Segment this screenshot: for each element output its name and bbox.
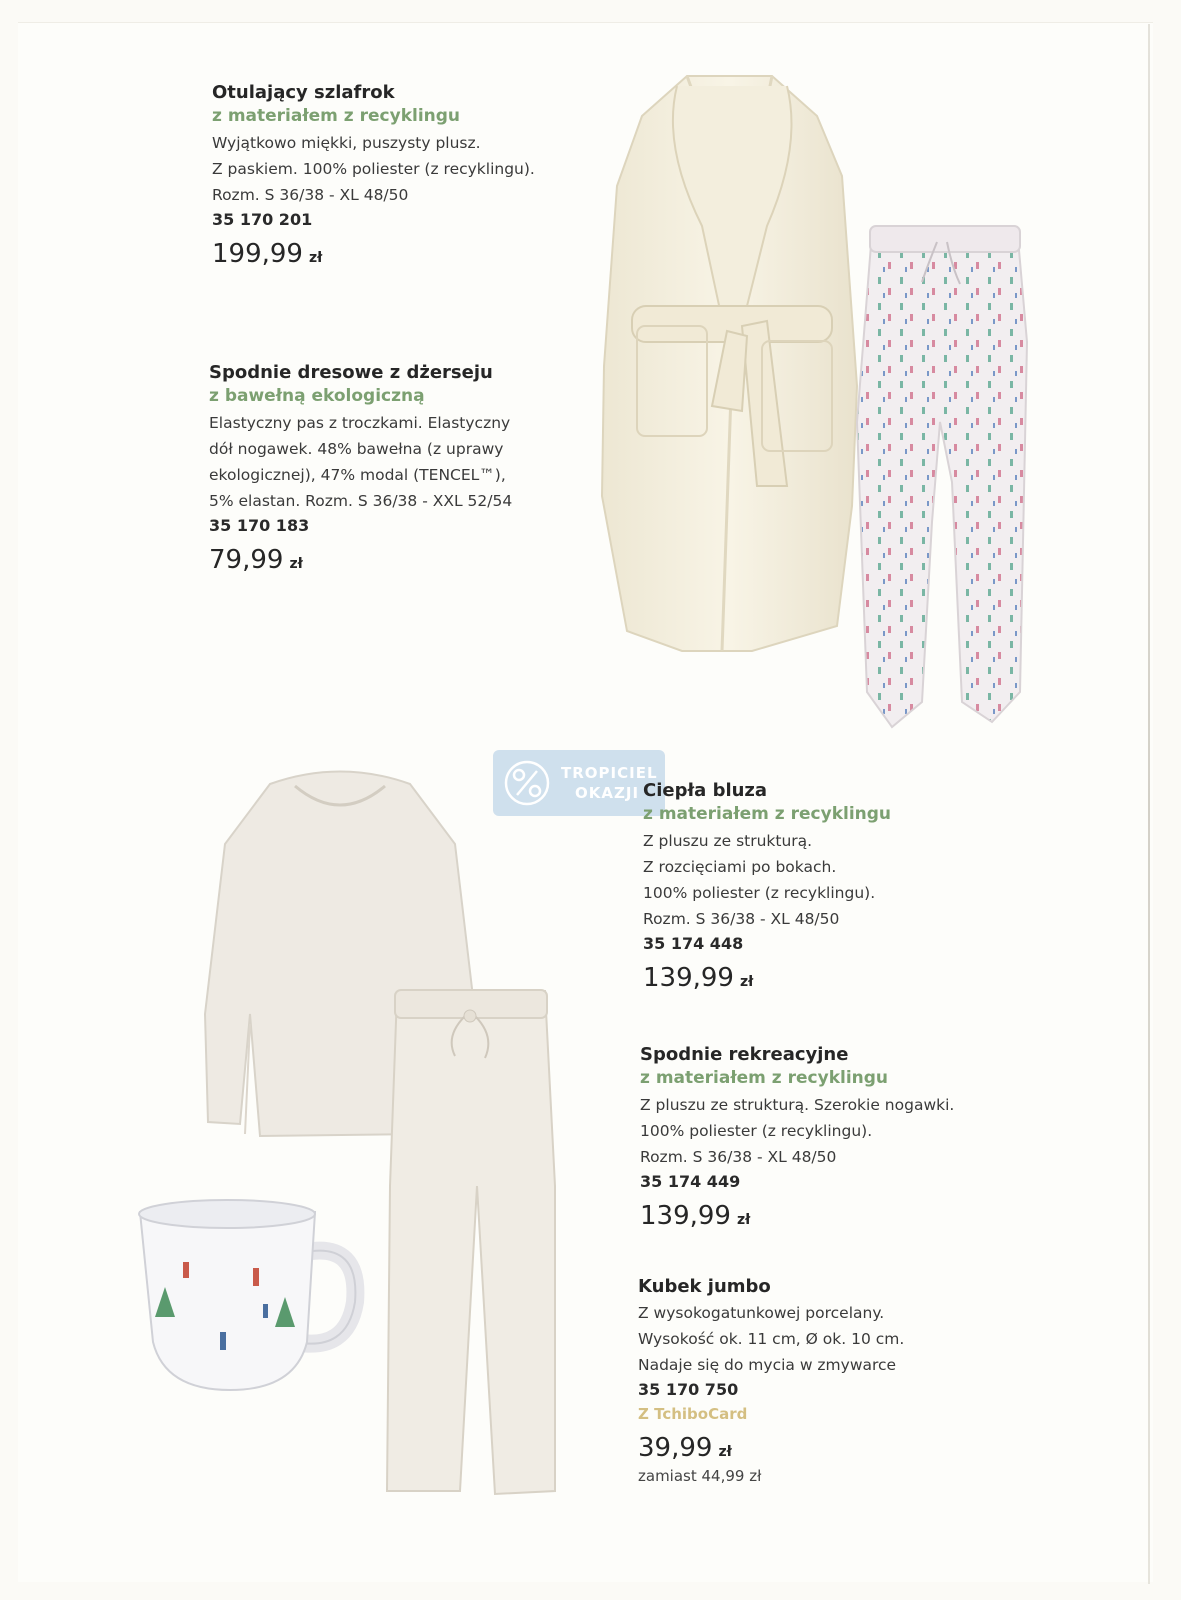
product-price [638, 1433, 904, 1463]
tchibocard-note: Z TchiboCard [638, 1405, 748, 1423]
page-edge-top [18, 22, 1153, 23]
price-currency: zł [289, 556, 303, 572]
product-title: Spodnie rekreacyjne [640, 1044, 849, 1065]
product-code: 35 170 183 [209, 516, 310, 535]
price-value: 79,99 [209, 545, 284, 575]
mug-image [135, 1192, 365, 1392]
product-title: Otulający szlafrok [212, 82, 395, 103]
product-jumbo-mug [638, 1276, 904, 1485]
product-price [212, 239, 535, 269]
previous-price: zamiast 44,99 zł [638, 1467, 762, 1485]
product-desc-line: Wyjątkowo miękki, puszysty plusz. [212, 134, 481, 152]
price-currency: zł [739, 974, 754, 990]
product-title: Spodnie dresowe z dżerseju [209, 362, 493, 383]
watermark-line: TROPICIEL [561, 764, 658, 782]
product-title: Kubek jumbo [638, 1276, 771, 1297]
price-currency: zł [736, 1212, 751, 1228]
product-desc-line: Nadaje się do mycia w zmywarce [638, 1356, 897, 1374]
product-desc-line: 100% poliester (z recyklingu). [643, 884, 876, 902]
product-desc-line: Rozm. S 36/38 - XL 48/50 [643, 910, 840, 928]
product-code: 35 174 449 [640, 1172, 741, 1191]
product-feature: z bawełną ekologiczną [209, 386, 425, 406]
product-desc-line: 5% elastan. Rozm. S 36/38 - XXL 52/54 [209, 492, 513, 510]
product-desc-line: Z pluszu ze strukturą. Szerokie nogawki. [640, 1096, 955, 1114]
product-desc-line: ekologicznej), 47% modal (TENCEL™), [209, 466, 506, 484]
product-desc-line: Z pluszu ze strukturą. [643, 832, 813, 850]
product-lounge-pants [640, 1044, 954, 1231]
watermark-line: OKAZJI [575, 784, 640, 802]
product-price [640, 1201, 954, 1231]
product-warm-sweatshirt [643, 780, 891, 993]
product-desc-line: Elastyczny pas z troczkami. Elastyczny [209, 414, 511, 432]
product-feature: z materiałem z recyklingu [643, 804, 892, 824]
product-jersey-pants [209, 362, 512, 575]
product-desc-line: 100% poliester (z recyklingu). [640, 1122, 873, 1140]
product-code: 35 170 750 [638, 1380, 739, 1399]
product-desc-line: Rozm. S 36/38 - XL 48/50 [640, 1148, 837, 1166]
product-feature: z materiałem z recyklingu [212, 106, 461, 126]
product-desc-line: Z rozcięciami po bokach. [643, 858, 837, 876]
page-edge-right [1148, 24, 1150, 1584]
product-code: 35 174 448 [643, 934, 744, 953]
price-currency: zł [718, 1444, 732, 1460]
product-desc-line: Wysokość ok. 11 cm, Ø ok. 10 cm. [638, 1330, 905, 1348]
product-title: Ciepła bluza [643, 780, 768, 801]
product-desc-line: dół nogawek. 48% bawełna (z uprawy [209, 440, 504, 458]
product-price [643, 963, 891, 993]
watermark-logo [493, 750, 665, 816]
lounge-pants-image [385, 986, 560, 1498]
product-bathrobe [212, 82, 535, 269]
product-feature: z materiałem z recyklingu [640, 1068, 889, 1088]
product-code: 35 170 201 [212, 210, 313, 229]
product-price [209, 545, 512, 575]
bathrobe-image [592, 66, 867, 656]
product-desc-line: Z wysokogatunkowej porcelany. [638, 1304, 885, 1322]
price-currency: zł [308, 250, 323, 266]
product-desc-line: Z paskiem. 100% poliester (z recyklingu). [212, 160, 535, 178]
product-desc-line: Rozm. S 36/38 - XL 48/50 [212, 186, 409, 204]
price-value: 39,99 [638, 1433, 713, 1463]
price-value: 199,99 [212, 239, 303, 269]
percent-icon [503, 759, 551, 807]
price-value: 139,99 [643, 963, 734, 993]
jersey-pants-image [852, 222, 1032, 737]
price-value: 139,99 [640, 1201, 731, 1231]
